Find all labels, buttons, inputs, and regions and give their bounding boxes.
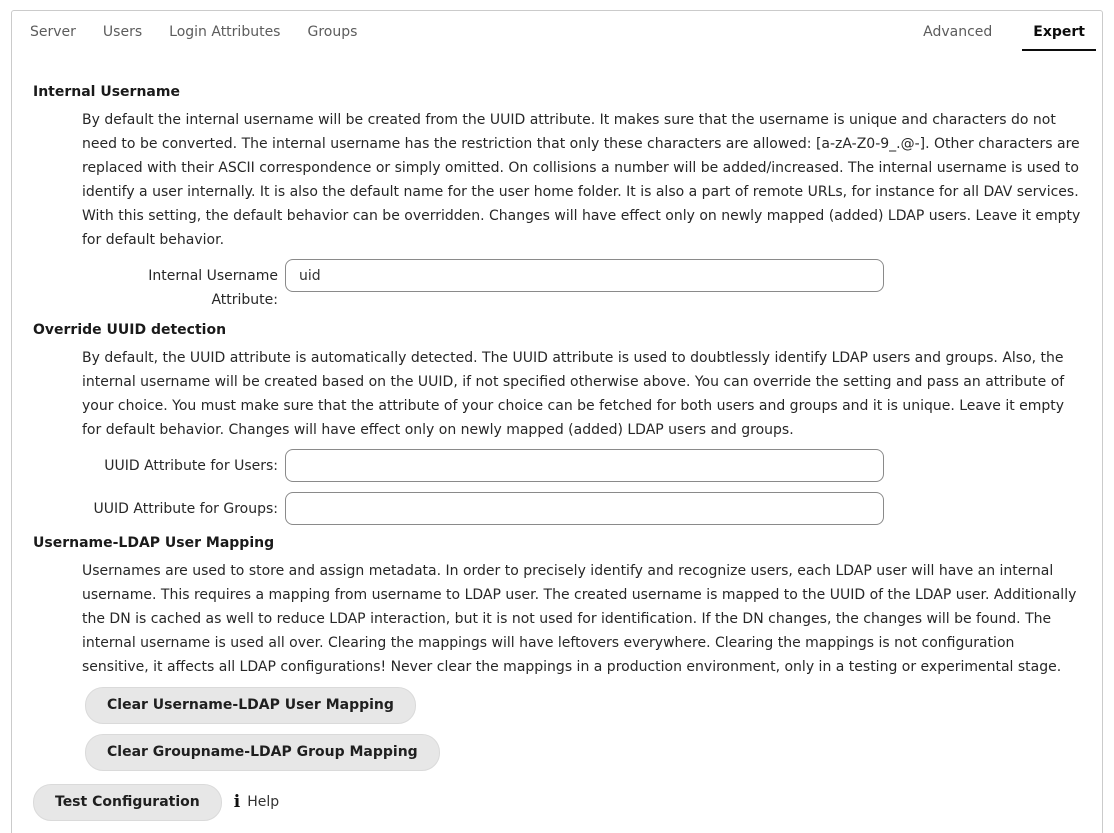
section-heading-internal-username: Internal Username (33, 84, 180, 100)
uuid-attribute-groups-label: UUID Attribute for Groups: (93, 501, 278, 517)
mapping-buttons-group (85, 687, 1082, 771)
internal-username-attribute-label: Internal Username Attribute: (148, 268, 278, 308)
internal-username-attribute-input[interactable] (285, 259, 884, 292)
tab-server[interactable]: Server (30, 24, 76, 40)
tab-group-left (30, 24, 384, 51)
form-row-internal-username-attribute (82, 259, 1082, 312)
tab-expert[interactable]: Expert (1022, 24, 1096, 51)
uuid-attribute-users-label: UUID Attribute for Users: (104, 458, 278, 474)
form-row-uuid-attribute-users (82, 449, 1082, 482)
clear-username-ldap-user-mapping-button[interactable]: Clear Username-LDAP User Mapping (85, 687, 416, 724)
uuid-attribute-groups-input[interactable] (285, 492, 884, 525)
info-icon: i (233, 792, 241, 812)
ldap-expert-settings-panel (11, 10, 1103, 833)
clear-groupname-ldap-group-mapping-button[interactable]: Clear Groupname-LDAP Group Mapping (85, 734, 440, 771)
form-row-uuid-attribute-groups (82, 492, 1082, 525)
section-desc-override-uuid-detection: By default, the UUID attribute is automatically detected. The UUID attribute is used to doubtlessly identify LDAP users and groups. Also, the internal username will be created based on the UUID, if not specified otherwise above. You can override the setting and pass an attribute of your choice. You must make sure that the attribute of your choice can be fetched for both users and groups and it is unique. Leave it empty for default behavior. Changes will have effect only on newly mapped (added) LDAP users and groups. (82, 350, 1065, 438)
tab-advanced[interactable]: Advanced (923, 24, 993, 40)
help-link[interactable] (234, 794, 279, 811)
help-label: Help (247, 794, 280, 810)
tab-bar (12, 11, 1102, 51)
section-desc-username-ldap-user-mapping: Usernames are used to store and assign metadata. In order to precisely identify and recognize users, each LDAP user will have an internal username. This requires a mapping from username to LDAP user. The created username is mapped to the UUID of the LDAP user. Additionally the DN is cached as well to reduce LDAP interaction, but it is not used for identification. If the DN changes, the changes will be found. The internal username is used all over. Clearing the mappings will have leftovers everywhere. Clearing the mappings is not configuration sensitive, it affects all LDAP configurations! Never clear the mappings in a production environment, only in a testing or experimental stage. (82, 563, 1077, 675)
footer-row (33, 784, 1082, 821)
uuid-attribute-users-input[interactable] (285, 449, 884, 482)
settings-content (12, 84, 1102, 821)
test-configuration-button[interactable]: Test Configuration (33, 784, 222, 821)
section-heading-username-ldap-user-mapping: Username-LDAP User Mapping (33, 535, 275, 551)
section-heading-override-uuid-detection: Override UUID detection (33, 322, 227, 338)
tab-group-right (893, 24, 1096, 51)
tab-users[interactable]: Users (102, 24, 143, 40)
section-desc-internal-username: By default the internal username will be created from the UUID attribute. It makes sure that the username is unique and characters do not need to be converted. The internal username has the restriction that only these characters are allowed: [a-zA-Z0-9_.@-]. Other characters are replaced with their ASCII correspondence or simply omitted. On collisions a number will be added/increased. The internal username is used to identify a user internally. It is also the default name for the user home folder. It is also a part of remote URLs, for instance for all DAV services. With this setting, the default behavior can be overridden. Changes will have effect only on newly mapped (added) LDAP users. Leave it empty for default behavior. (82, 112, 1081, 248)
tab-login-attributes[interactable]: Login Attributes (169, 24, 281, 40)
tab-groups[interactable]: Groups (307, 24, 358, 40)
